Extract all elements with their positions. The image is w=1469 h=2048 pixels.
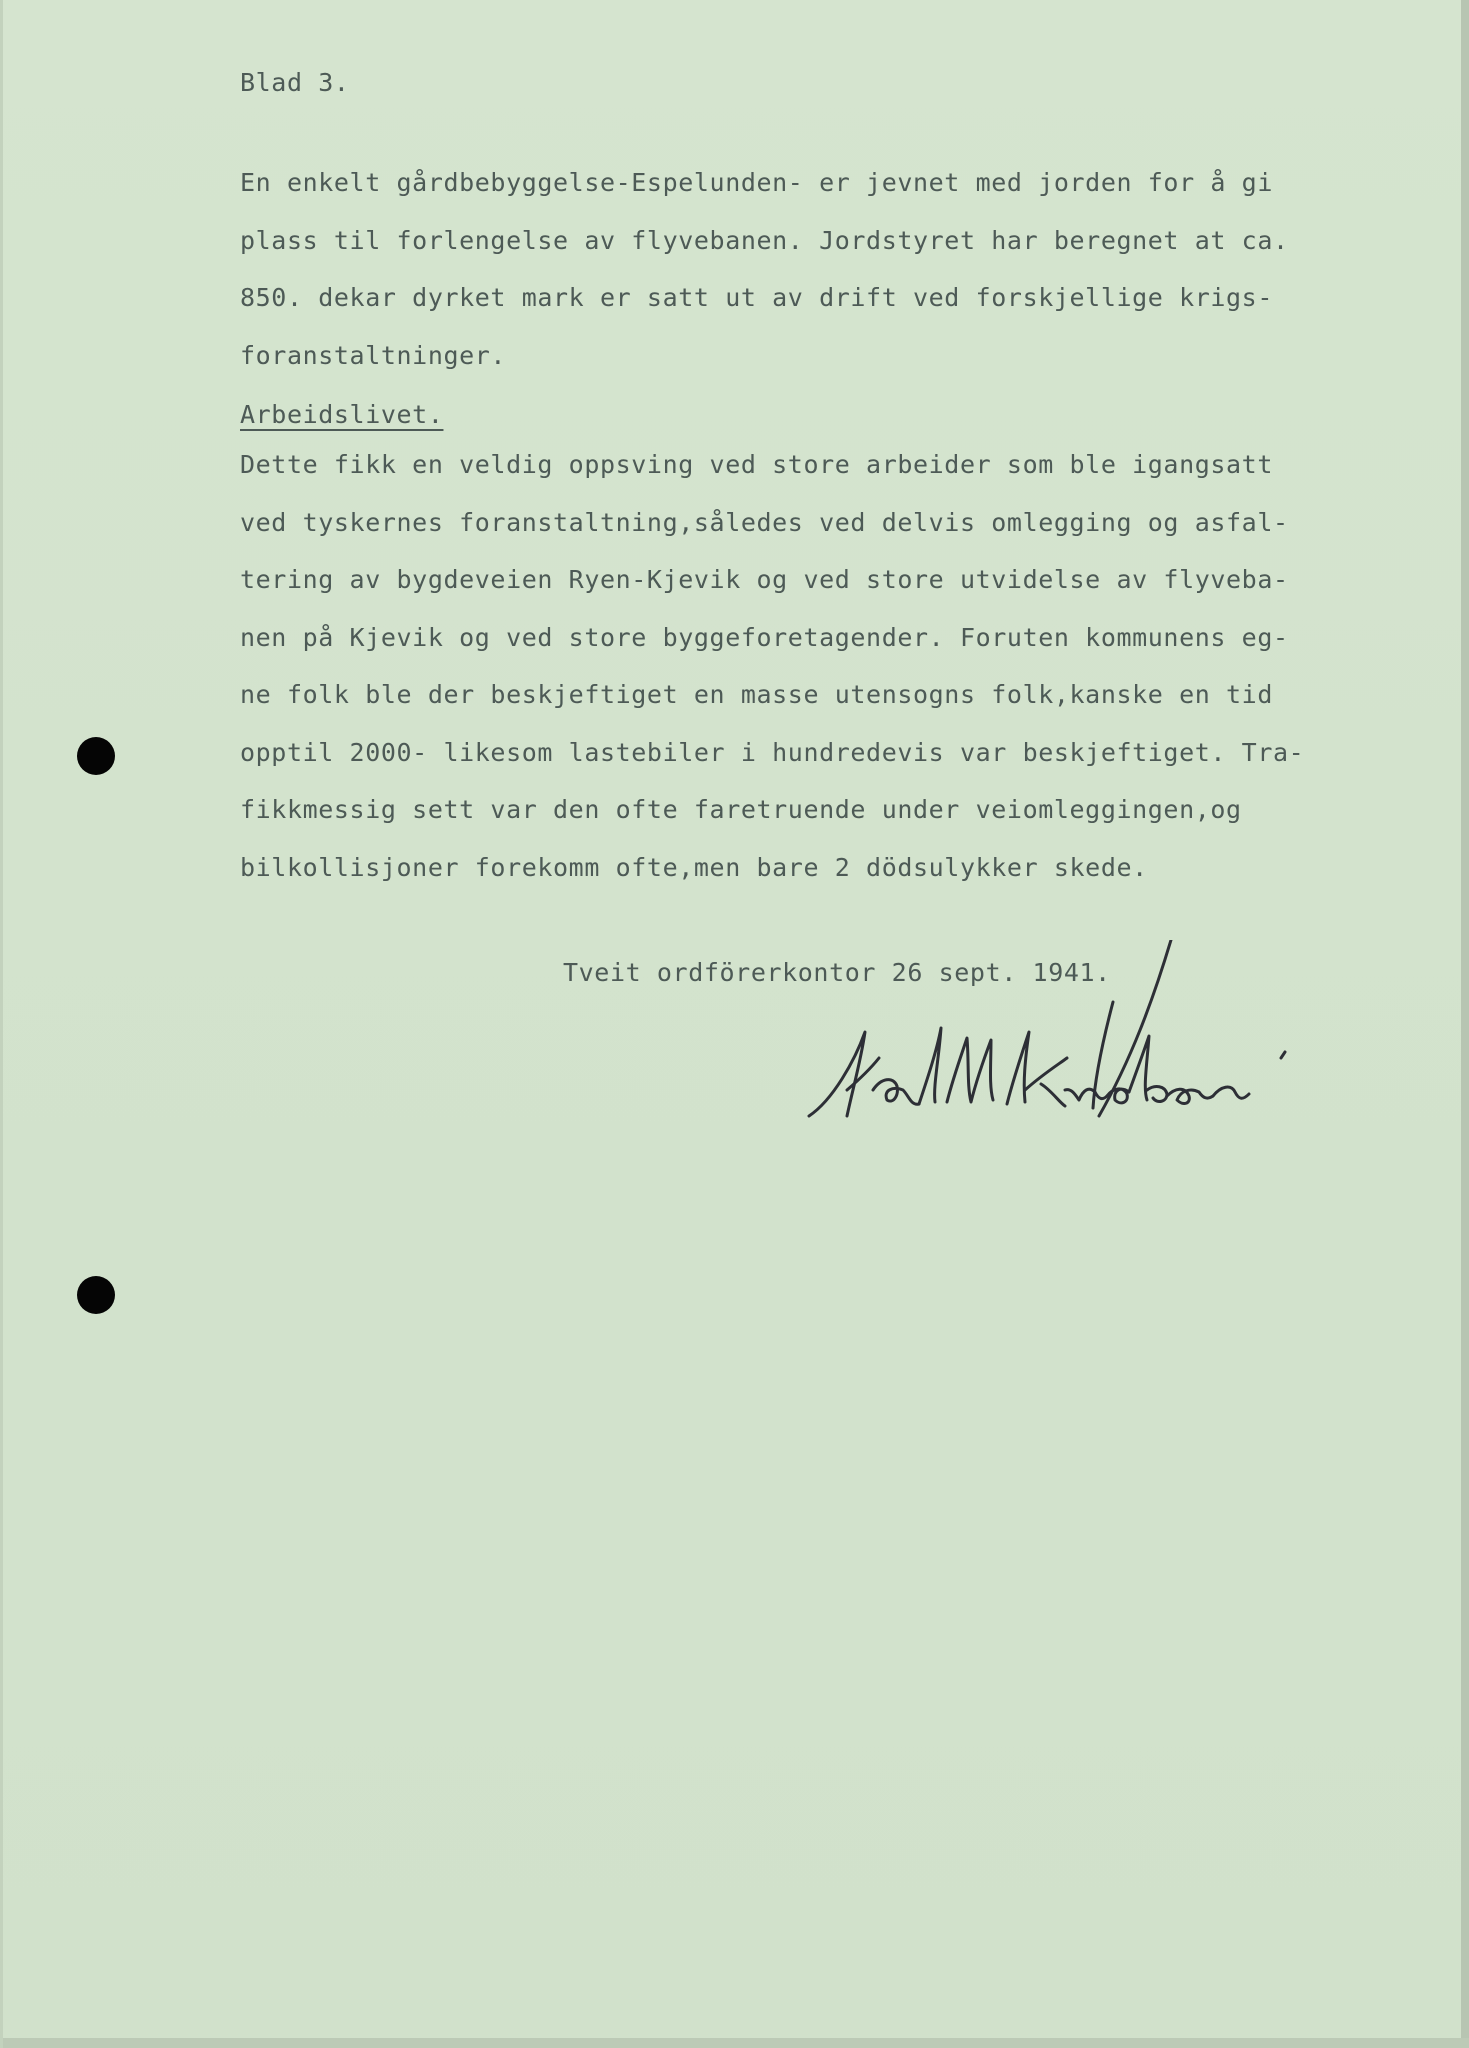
closing-place-date: Tveit ordförerkontor 26 sept. 1941.	[563, 958, 1111, 987]
punch-hole-upper	[77, 737, 115, 775]
handwritten-signature	[803, 940, 1323, 1170]
section-heading-arbeidslivet: Arbeidslivet.	[240, 400, 444, 429]
page-edge-right	[1461, 0, 1469, 2048]
paragraph-land: En enkelt gårdbebyggelse-Espelunden- er jevnet med jorden for å gi plass til forlengelse av flyvebanen. Jordstyret har beregnet at ca. 850. dekar dyrket mark er satt ut av drift ved forskjellige krigs- foranstaltninger.	[240, 168, 1289, 370]
paragraph-arbeidslivet: Dette fikk en veldig oppsving ved store arbeider som ble igangsatt ved tyskernes foranstaltning,således ved delvis omlegging og asfal- tering av bygdeveien Ryen-Kjevik og ved store utvidelse av flyveba- nen på Kjevik og ved store byggeforetagender. Foruten kommunens eg- ne folk ble der beskjeftiget en masse utensogns folk,kanske en tid opptil 2000- likesom lastebiler i hundredevis var beskjeftiget. Tra- fikkmessig sett var den ofte faretruende under veiomleggingen,og bilkollisjoner forekomm ofte,men bare 2 dödsulykker skede.	[240, 450, 1305, 882]
punch-hole-lower	[77, 1276, 115, 1314]
page-edge-bottom	[3, 2038, 1469, 2048]
page-label: Blad 3.	[240, 68, 350, 97]
